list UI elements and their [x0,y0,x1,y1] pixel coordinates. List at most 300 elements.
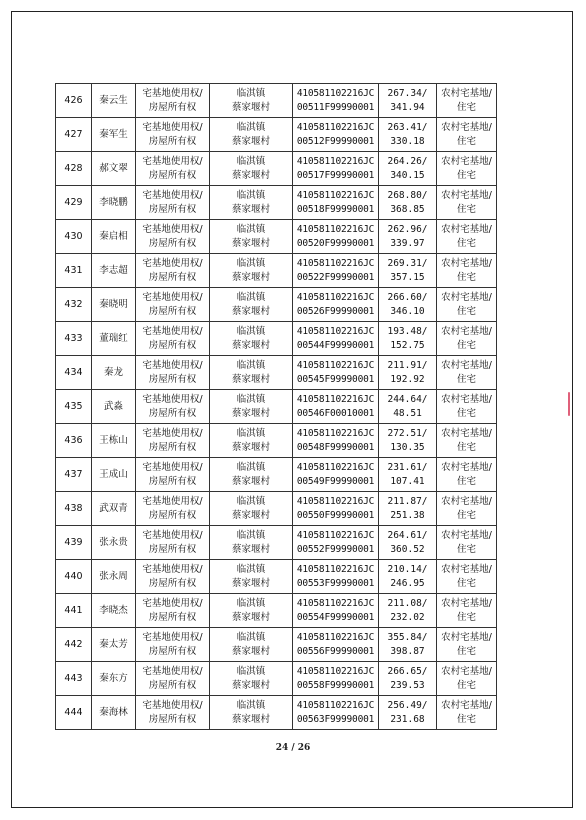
cell-owner-text: 秦太芳 [99,638,128,650]
cell-owner [92,458,136,492]
cell-unit-code-text: 00518F99990001 [296,203,375,215]
cell-area [379,152,437,186]
cell-owner-text: 秦云生 [99,94,128,106]
cell-right-type [136,356,210,390]
cell-right-type [136,526,210,560]
cell-usage-text: 农村宅基地/ [441,121,492,133]
cell-location-text: 临淇镇 [236,257,266,269]
cell-location-text: 蔡家堰村 [231,679,270,691]
cell-owner [92,560,136,594]
cell-unit-code-text: 410581102216JC [296,223,375,235]
cell-location-text: 临淇镇 [236,563,266,575]
cell-owner-text: 秦东方 [99,672,128,684]
table-row [56,424,497,458]
cell-location [210,696,293,730]
table-row [56,186,497,220]
cell-unit-code-text: 00545F99990001 [296,373,375,385]
cell-owner [92,662,136,696]
cell-owner [92,118,136,152]
cell-unit-code-text: 410581102216JC [296,87,375,99]
cell-owner-text: 秦启相 [99,230,128,242]
cell-unit-code-text: 00548F99990001 [296,441,375,453]
cell-usage-text: 住宅 [456,509,476,521]
cell-location-text: 临淇镇 [236,87,266,99]
cell-index-text: 444 [64,706,83,718]
cell-right-type-text: 房屋所有权 [148,237,197,249]
cell-right-type [136,492,210,526]
cell-index [56,288,92,322]
cell-area [379,492,437,526]
cell-area-text: 264.26/ [387,155,428,167]
cell-usage-text: 住宅 [456,135,476,147]
cell-location-text: 临淇镇 [236,529,266,541]
cell-usage-text: 农村宅基地/ [441,597,492,609]
cell-area-text: 398.87 [390,645,425,657]
cell-index [56,390,92,424]
cell-usage-text: 住宅 [456,645,476,657]
cell-area-text: 193.48/ [387,325,428,337]
cell-usage-text: 农村宅基地/ [441,393,492,405]
cell-usage [437,84,497,118]
cell-right-type-text: 房屋所有权 [148,135,197,147]
cell-right-type-text: 宅基地使用权/ [142,631,203,643]
cell-unit-code-text: 00558F99990001 [296,679,375,691]
table-row [56,492,497,526]
cell-location-text: 临淇镇 [236,495,266,507]
cell-unit-code-text: 410581102216JC [296,495,375,507]
cell-usage-text: 住宅 [456,577,476,589]
cell-unit-code [293,594,379,628]
cell-usage [437,220,497,254]
cell-area-text: 266.60/ [387,291,428,303]
cell-index-text: 434 [64,366,83,378]
table-row [56,152,497,186]
cell-right-type-text: 宅基地使用权/ [142,257,203,269]
cell-unit-code-text: 410581102216JC [296,393,375,405]
cell-usage-text: 农村宅基地/ [441,495,492,507]
cell-unit-code-text: 00549F99990001 [296,475,375,487]
table-row [56,390,497,424]
cell-index-text: 428 [64,162,83,174]
cell-right-type-text: 房屋所有权 [148,339,197,351]
cell-unit-code-text: 00520F99990001 [296,237,375,249]
cell-index-text: 441 [64,604,83,616]
cell-owner [92,526,136,560]
cell-unit-code [293,628,379,662]
cell-owner [92,492,136,526]
cell-usage-text: 农村宅基地/ [441,427,492,439]
cell-area-text: 256.49/ [387,699,428,711]
cell-index-text: 431 [64,264,83,276]
cell-owner-text: 李晓鹏 [99,196,128,208]
cell-area [379,594,437,628]
cell-location-text: 临淇镇 [236,665,266,677]
cell-unit-code-text: 410581102216JC [296,563,375,575]
cell-location [210,594,293,628]
cell-location [210,186,293,220]
cell-usage-text: 农村宅基地/ [441,291,492,303]
cell-owner [92,594,136,628]
cell-usage-text: 农村宅基地/ [441,699,492,711]
cell-location-text: 蔡家堰村 [231,271,270,283]
cell-unit-code [293,424,379,458]
page-number: 24 / 26 [275,743,311,753]
cell-area-text: 268.80/ [387,189,428,201]
cell-location [210,458,293,492]
records-table [55,83,497,730]
cell-index-text: 432 [64,298,83,310]
cell-usage-text: 农村宅基地/ [441,563,492,575]
cell-right-type [136,186,210,220]
cell-usage-text: 农村宅基地/ [441,631,492,643]
cell-location-text: 临淇镇 [236,325,266,337]
cell-owner-text: 武双青 [99,502,128,514]
cell-index-text: 443 [64,672,83,684]
cell-location [210,254,293,288]
cell-area-text: 246.95 [390,577,425,589]
cell-index-text: 438 [64,502,83,514]
cell-right-type [136,696,210,730]
cell-usage-text: 住宅 [456,407,476,419]
cell-area [379,356,437,390]
cell-owner [92,186,136,220]
cell-area-text: 269.31/ [387,257,428,269]
cell-index-text: 440 [64,570,83,582]
cell-unit-code [293,118,379,152]
cell-usage-text: 农村宅基地/ [441,87,492,99]
cell-location-text: 临淇镇 [236,121,266,133]
table-row [56,356,497,390]
cell-unit-code-text: 410581102216JC [296,665,375,677]
cell-location-text: 蔡家堰村 [231,407,270,419]
cell-unit-code [293,458,379,492]
cell-owner-text: 李志超 [99,264,128,276]
cell-index [56,458,92,492]
cell-unit-code [293,322,379,356]
cell-area-text: 211.08/ [387,597,428,609]
cell-right-type-text: 宅基地使用权/ [142,155,203,167]
cell-usage [437,186,497,220]
cell-right-type-text: 房屋所有权 [148,271,197,283]
cell-owner-text: 王成山 [99,468,128,480]
cell-unit-code-text: 410581102216JC [296,121,375,133]
cell-owner [92,628,136,662]
cell-area-text: 339.97 [390,237,425,249]
cell-location [210,526,293,560]
cell-right-type-text: 宅基地使用权/ [142,291,203,303]
cell-area [379,288,437,322]
cell-area [379,118,437,152]
cell-location-text: 蔡家堰村 [231,305,270,317]
table-row [56,696,497,730]
cell-area-text: 251.38 [390,509,425,521]
cell-owner-text: 秦海林 [99,706,128,718]
cell-owner-text: 秦军生 [99,128,128,140]
cell-unit-code-text: 410581102216JC [296,359,375,371]
cell-right-type-text: 宅基地使用权/ [142,495,203,507]
cell-index [56,186,92,220]
cell-usage [437,254,497,288]
cell-area-text: 210.14/ [387,563,428,575]
cell-unit-code [293,254,379,288]
cell-owner [92,424,136,458]
cell-right-type-text: 房屋所有权 [148,611,197,623]
cell-location [210,628,293,662]
cell-area-text: 211.91/ [387,359,428,371]
cell-usage-text: 农村宅基地/ [441,257,492,269]
cell-right-type [136,628,210,662]
cell-unit-code-text: 00553F99990001 [296,577,375,589]
cell-location [210,220,293,254]
cell-location-text: 蔡家堰村 [231,237,270,249]
cell-index [56,152,92,186]
cell-index [56,84,92,118]
cell-usage-text: 住宅 [456,169,476,181]
cell-right-type-text: 宅基地使用权/ [142,461,203,473]
cell-area-text: 211.87/ [387,495,428,507]
cell-owner [92,254,136,288]
cell-location [210,560,293,594]
cell-right-type [136,390,210,424]
cell-unit-code-text: 00512F99990001 [296,135,375,147]
cell-area [379,458,437,492]
cell-index [56,118,92,152]
cell-index-text: 437 [64,468,83,480]
cell-right-type-text: 宅基地使用权/ [142,121,203,133]
cell-area-text: 355.84/ [387,631,428,643]
cell-right-type-text: 房屋所有权 [148,713,197,725]
cell-area [379,526,437,560]
cell-right-type [136,560,210,594]
cell-unit-code-text: 410581102216JC [296,461,375,473]
cell-right-type-text: 房屋所有权 [148,373,197,385]
cell-right-type [136,594,210,628]
table-row [56,254,497,288]
cell-right-type [136,152,210,186]
cell-unit-code [293,356,379,390]
cell-index [56,594,92,628]
cell-location-text: 临淇镇 [236,223,266,235]
table-row [56,220,497,254]
cell-index-text: 430 [64,230,83,242]
cell-location [210,152,293,186]
cell-area [379,696,437,730]
cell-location-text: 蔡家堰村 [231,645,270,657]
cell-right-type-text: 房屋所有权 [148,169,197,181]
cell-area-text: 357.15 [390,271,425,283]
cell-index-text: 433 [64,332,83,344]
cell-usage [437,492,497,526]
cell-unit-code [293,390,379,424]
cell-owner [92,390,136,424]
cell-unit-code [293,526,379,560]
cell-right-type-text: 宅基地使用权/ [142,597,203,609]
cell-area-text: 272.51/ [387,427,428,439]
cell-unit-code [293,560,379,594]
cell-area-text: 231.68 [390,713,425,725]
cell-area [379,662,437,696]
cell-index [56,662,92,696]
cell-index [56,526,92,560]
cell-usage [437,458,497,492]
cell-area-text: 346.10 [390,305,425,317]
cell-usage-text: 住宅 [456,305,476,317]
table-row [56,560,497,594]
cell-area-text: 266.65/ [387,665,428,677]
cell-area-text: 264.61/ [387,529,428,541]
cell-area [379,84,437,118]
cell-location-text: 临淇镇 [236,699,266,711]
cell-location-text: 蔡家堰村 [231,169,270,181]
cell-area-text: 330.18 [390,135,425,147]
cell-location-text: 临淇镇 [236,189,266,201]
cell-unit-code [293,288,379,322]
cell-usage [437,696,497,730]
cell-location-text: 蔡家堰村 [231,509,270,521]
cell-usage-text: 住宅 [456,339,476,351]
cell-location-text: 蔡家堰村 [231,611,270,623]
cell-usage [437,594,497,628]
cell-area-text: 48.51 [393,407,422,419]
cell-owner [92,84,136,118]
cell-unit-code-text: 00556F99990001 [296,645,375,657]
records-body [56,84,497,730]
cell-usage [437,424,497,458]
cell-right-type [136,424,210,458]
table-row [56,526,497,560]
cell-owner [92,152,136,186]
cell-area-text: 130.35 [390,441,425,453]
cell-usage [437,322,497,356]
cell-usage-text: 农村宅基地/ [441,529,492,541]
cell-right-type [136,288,210,322]
cell-area-text: 262.96/ [387,223,428,235]
table-row [56,662,497,696]
cell-unit-code-text: 410581102216JC [296,325,375,337]
cell-location [210,118,293,152]
cell-index-text: 435 [64,400,83,412]
cell-right-type-text: 房屋所有权 [148,577,197,589]
cell-right-type-text: 房屋所有权 [148,543,197,555]
cell-location [210,492,293,526]
cell-index [56,322,92,356]
cell-owner-text: 董瑞红 [99,332,128,344]
cell-usage-text: 农村宅基地/ [441,189,492,201]
cell-index [56,696,92,730]
margin-mark [568,392,570,416]
cell-unit-code-text: 410581102216JC [296,699,375,711]
cell-location-text: 蔡家堰村 [231,441,270,453]
cell-unit-code-text: 00546F00010001 [296,407,375,419]
cell-right-type [136,254,210,288]
cell-unit-code-text: 410581102216JC [296,427,375,439]
table-row [56,458,497,492]
cell-right-type-text: 房屋所有权 [148,509,197,521]
cell-location-text: 临淇镇 [236,359,266,371]
cell-index [56,492,92,526]
cell-index [56,220,92,254]
cell-right-type-text: 宅基地使用权/ [142,427,203,439]
cell-usage [437,288,497,322]
cell-right-type-text: 宅基地使用权/ [142,529,203,541]
cell-owner [92,288,136,322]
cell-owner-text: 王栋山 [99,434,128,446]
cell-location-text: 蔡家堰村 [231,373,270,385]
cell-unit-code [293,152,379,186]
cell-area-text: 152.75 [390,339,425,351]
cell-location [210,288,293,322]
table-row [56,322,497,356]
cell-usage [437,390,497,424]
cell-area-text: 244.64/ [387,393,428,405]
cell-index [56,628,92,662]
cell-usage [437,628,497,662]
cell-location [210,424,293,458]
cell-unit-code-text: 00511F99990001 [296,101,375,113]
cell-index-text: 436 [64,434,83,446]
cell-location-text: 临淇镇 [236,291,266,303]
cell-location-text: 蔡家堰村 [231,101,270,113]
cell-unit-code [293,696,379,730]
cell-area [379,424,437,458]
cell-usage [437,560,497,594]
cell-area-text: 267.34/ [387,87,428,99]
cell-area [379,322,437,356]
cell-location-text: 蔡家堰村 [231,203,270,215]
cell-owner-text: 张永周 [99,570,128,582]
cell-right-type-text: 房屋所有权 [148,203,197,215]
cell-index-text: 442 [64,638,83,650]
cell-index [56,424,92,458]
cell-usage-text: 住宅 [456,373,476,385]
cell-right-type-text: 房屋所有权 [148,679,197,691]
cell-usage-text: 农村宅基地/ [441,665,492,677]
cell-right-type-text: 房屋所有权 [148,101,197,113]
cell-area [379,390,437,424]
cell-location [210,390,293,424]
cell-area [379,628,437,662]
cell-right-type [136,322,210,356]
cell-unit-code-text: 00550F99990001 [296,509,375,521]
cell-right-type-text: 宅基地使用权/ [142,223,203,235]
cell-area-text: 192.92 [390,373,425,385]
cell-right-type [136,118,210,152]
cell-unit-code-text: 00526F99990001 [296,305,375,317]
cell-usage-text: 住宅 [456,611,476,623]
cell-usage-text: 农村宅基地/ [441,461,492,473]
cell-usage [437,152,497,186]
table-row [56,84,497,118]
cell-right-type-text: 房屋所有权 [148,475,197,487]
cell-right-type-text: 房屋所有权 [148,407,197,419]
cell-unit-code-text: 00517F99990001 [296,169,375,181]
cell-location-text: 蔡家堰村 [231,543,270,555]
cell-owner-text: 李晓杰 [99,604,128,616]
cell-area-text: 360.52 [390,543,425,555]
cell-unit-code-text: 00544F99990001 [296,339,375,351]
cell-usage-text: 住宅 [456,237,476,249]
cell-usage-text: 住宅 [456,271,476,283]
cell-owner-text: 秦晓明 [99,298,128,310]
cell-right-type-text: 房屋所有权 [148,441,197,453]
cell-usage-text: 农村宅基地/ [441,325,492,337]
cell-usage [437,356,497,390]
cell-owner [92,322,136,356]
cell-owner [92,696,136,730]
cell-right-type-text: 房屋所有权 [148,645,197,657]
cell-location-text: 蔡家堰村 [231,475,270,487]
cell-unit-code-text: 410581102216JC [296,597,375,609]
